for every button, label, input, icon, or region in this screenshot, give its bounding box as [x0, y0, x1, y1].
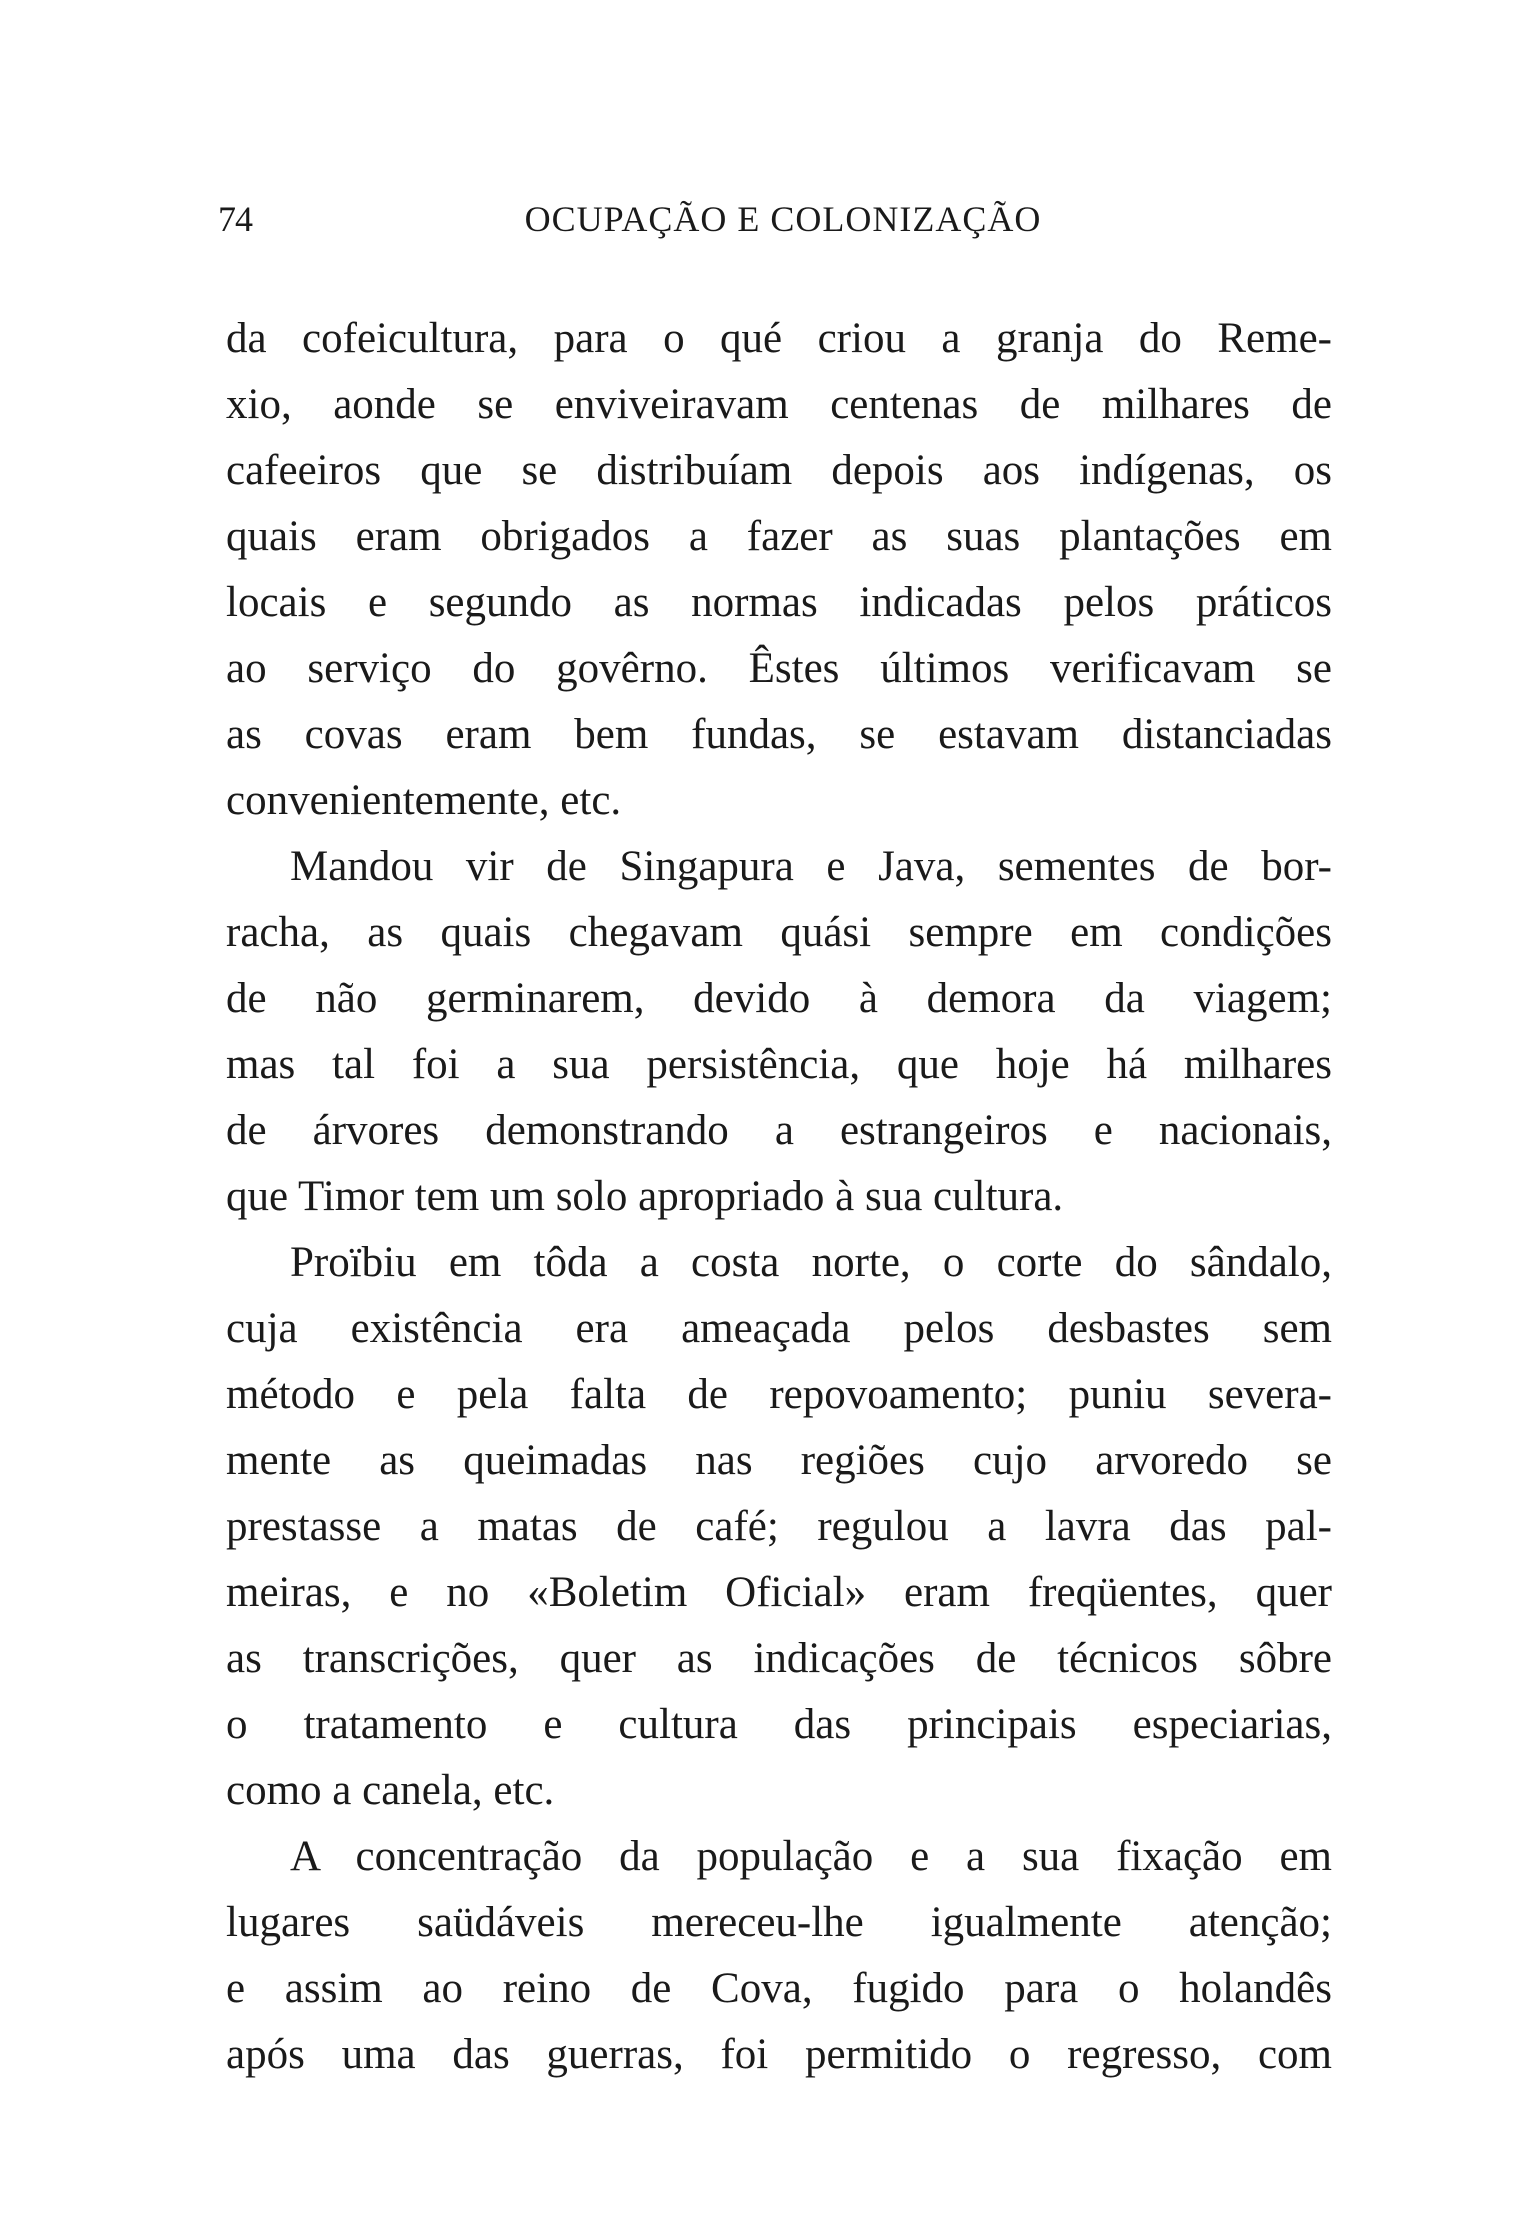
text-line: meiras, e no «Boletim Oficial» eram freqüentes, quer [226, 1569, 1332, 1616]
text-line: lugares saüdáveis mereceu-lhe igualmente atenção; [226, 1899, 1332, 1946]
text-line: quais eram obrigados a fazer as suas plantações em [226, 513, 1332, 560]
body-text [226, 306, 1332, 2088]
paragraph-3 [226, 1230, 1332, 1824]
paragraph-4 [226, 1824, 1332, 2088]
text-line: cuja existência era ameaçada pelos desbastes sem [226, 1305, 1332, 1352]
page-number: 74 [218, 199, 252, 239]
text-line: de não germinarem, devido à demora da viagem; [226, 975, 1332, 1022]
text-line: de árvores demonstrando a estrangeiros e nacionais, [226, 1107, 1332, 1154]
text-line: racha, as quais chegavam quási sempre em condições [226, 909, 1332, 956]
text-line: xio, aonde se enviveiravam centenas de milhares de [226, 381, 1332, 428]
text-line: o tratamento e cultura das principais especiarias, [226, 1701, 1332, 1748]
text-line: as transcrições, quer as indicações de técnicos sôbre [226, 1635, 1332, 1682]
text-line: convenientemente, etc. [226, 777, 622, 824]
text-line: que Timor tem um solo apropriado à sua cultura. [226, 1173, 1064, 1220]
text-line: ao serviço do govêrno. Êstes últimos verificavam se [226, 645, 1332, 692]
paragraph-2 [226, 834, 1332, 1230]
text-line: A concentração da população e a sua fixação em [290, 1833, 1332, 1880]
text-line: mente as queimadas nas regiões cujo arvoredo se [226, 1437, 1332, 1484]
text-line: Mandou vir de Singapura e Java, sementes de bor- [290, 843, 1332, 890]
running-title: OCUPAÇÃO E COLONIZAÇÃO [524, 199, 1042, 239]
text-line: e assim ao reino de Cova, fugido para o holandês [226, 1965, 1332, 2012]
text-line: as covas eram bem fundas, se estavam distanciadas [226, 711, 1332, 758]
text-line: método e pela falta de repovoamento; puniu severa- [226, 1371, 1332, 1418]
text-line: locais e segundo as normas indicadas pelos práticos [226, 579, 1332, 626]
text-line: prestasse a matas de café; regulou a lavra das pal- [226, 1503, 1332, 1550]
text-line: cafeeiros que se distribuíam depois aos indígenas, os [226, 447, 1332, 494]
text-line: da cofeicultura, para o qué criou a granja do Reme- [226, 315, 1332, 362]
text-line: como a canela, etc. [226, 1767, 555, 1814]
paragraph-1 [226, 306, 1332, 834]
text-line: mas tal foi a sua persistência, que hoje há milhares [226, 1041, 1332, 1088]
text-line: após uma das guerras, foi permitido o regresso, com [226, 2031, 1332, 2078]
running-head [218, 194, 1328, 244]
text-line: Proïbiu em tôda a costa norte, o corte do sândalo, [290, 1239, 1332, 1286]
